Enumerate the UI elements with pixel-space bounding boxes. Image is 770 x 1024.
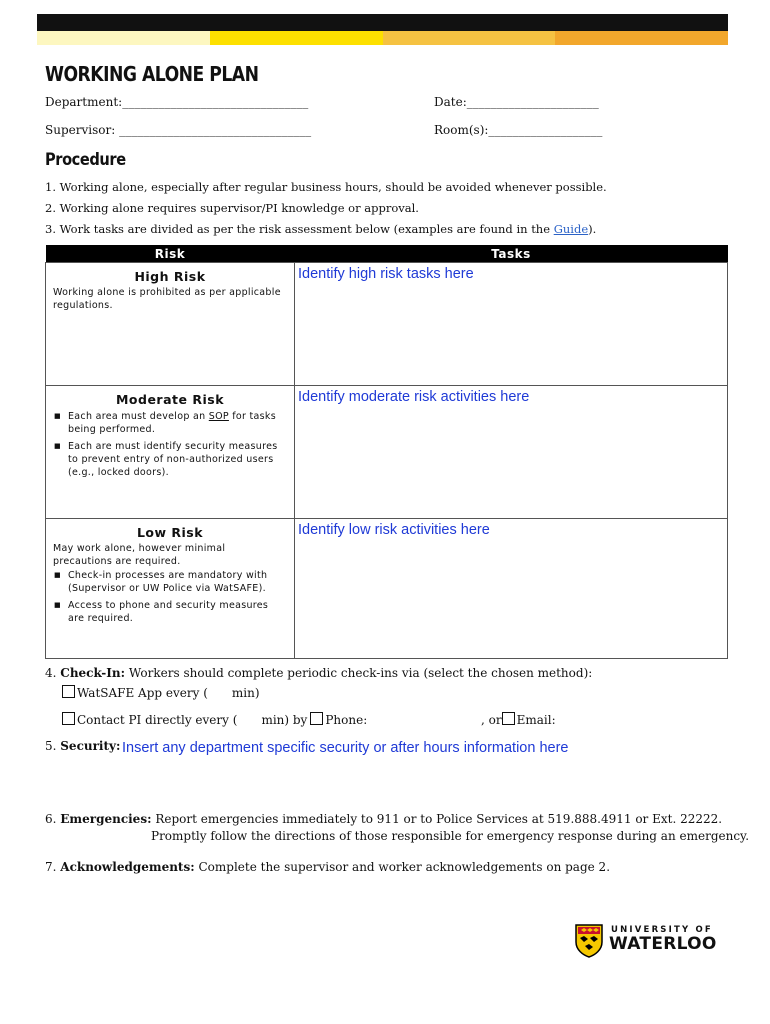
low-risk-bullet-2: ■ Access to phone and security measures are required. [68,599,287,625]
moderate-risk-row [46,386,728,519]
logo-waterloo: WATERLOO [609,934,717,954]
date-field[interactable]: Date:______________________ [434,95,599,109]
email-option [481,712,556,727]
low-risk-row [46,519,728,659]
contact-pi-checkbox[interactable] [62,712,75,725]
moderate-risk-bullet-2: ■ Each are must identify security measures to prevent entry of non-authorized users (e.g., locked doors). [68,440,287,479]
email-checkbox[interactable] [502,712,515,725]
high-risk-tasks-cell[interactable] [295,263,728,386]
moderate-risk-bullet-1 [68,410,287,436]
low-risk-tasks-input[interactable]: Identify low risk activities here [298,522,490,538]
university-logo [575,924,715,960]
low-risk-cell [46,519,295,659]
checkin-label: Check-In: [60,666,126,680]
stripe-3 [383,31,556,45]
header-black-bar [37,14,728,31]
contact-pi-min-label: min) by [261,713,308,727]
moderate-risk-title: Moderate Risk [115,392,225,407]
risk-table [45,245,728,659]
acknowledgements-number: 7. [45,860,61,874]
department-field[interactable]: Department:_______________________________ [45,95,309,109]
email-label: Email: [516,713,556,727]
logo-university-of: UNIVERSITY OF [611,925,713,935]
procedure-item-3-text: 3. Work tasks are divided as per the risk assessment below (examples are found in the [45,222,554,236]
security-input[interactable]: Insert any department specific security or after hours information here [122,740,569,756]
high-risk-row [46,263,728,386]
tasks-column-header: Tasks [295,245,728,263]
low-risk-tasks-cell[interactable] [295,519,728,659]
moderate-risk-tasks-input[interactable]: Identify moderate risk activities here [298,389,530,405]
stripe-1 [37,31,210,45]
procedure-item-3-end: ). [588,222,597,236]
procedure-item-2: 2. Working alone requires supervisor/PI knowledge or approval. [45,201,419,215]
moderate-bullet-1-end: for tasks being performed. [68,411,276,435]
moderate-risk-cell [46,386,295,519]
high-risk-cell [46,263,295,386]
security-label: Security: [60,739,121,753]
moderate-risk-list [53,410,287,479]
guide-link[interactable]: Guide [553,222,589,236]
emergencies-line-1: Report emergencies immediately to 911 or to Police Services at 519.888.4911 or Ext. 22222. [151,812,723,826]
emergencies-label: Emergencies: [60,812,152,826]
emergencies-line-2: Promptly follow the directions of those responsible for emergency response during an emergency. [151,829,750,843]
risk-column-header: Risk [46,245,295,263]
contact-pi-label: Contact PI directly every ( [77,713,238,727]
acknowledgements-section [45,860,610,874]
procedure-item-3 [45,222,596,236]
high-risk-tasks-input[interactable]: Identify high risk tasks here [298,266,474,282]
or-label: , or [481,713,502,727]
checkin-number: 4. [45,666,61,680]
watsafe-checkbox[interactable] [62,685,75,698]
emergencies-section [45,812,722,826]
checkin-text: Workers should complete periodic check-ins via (select the chosen method): [125,666,593,680]
procedure-item-1: 1. Working alone, especially after regular business hours, should be avoided whenever possible. [45,180,607,194]
low-risk-list [53,569,287,625]
phone-checkbox[interactable] [310,712,323,725]
procedure-heading: Procedure [45,150,126,170]
emergencies-number: 6. [45,812,61,826]
moderate-risk-tasks-cell[interactable] [295,386,728,519]
stripe-4 [555,31,728,45]
supervisor-field[interactable]: Supervisor: ________________________________ [45,123,312,137]
rooms-field[interactable]: Room(s):___________________ [434,123,603,137]
high-risk-description: Working alone is prohibited as per applicable regulations. [53,287,281,311]
security-number: 5. [45,739,61,753]
low-risk-bullet-1: ■ Check-in processes are mandatory with (Supervisor or UW Police via WatSAFE). [68,569,287,595]
checkin-section [45,666,592,680]
moderate-bullet-1-text: Each area must develop an [68,411,209,422]
checkin-option-watsafe [62,685,260,700]
low-risk-title: Low Risk [136,525,204,540]
watsafe-label: WatSAFE App every ( [77,686,208,700]
checkin-option-contact-pi [62,712,367,727]
header-color-stripes [37,31,728,45]
crest-icon [575,924,603,958]
phone-label: Phone: [325,713,368,727]
sop-link[interactable]: SOP [208,411,229,422]
page-title: WORKING ALONE PLAN [45,62,259,86]
high-risk-title: High Risk [134,269,206,284]
stripe-2 [210,31,383,45]
watsafe-min-label: min) [231,686,260,700]
acknowledgements-text: Complete the supervisor and worker acknowledgements on page 2. [194,860,611,874]
security-section [45,739,120,753]
acknowledgements-label: Acknowledgements: [60,860,195,874]
low-risk-description: May work alone, however minimal precautions are required. [53,543,226,567]
